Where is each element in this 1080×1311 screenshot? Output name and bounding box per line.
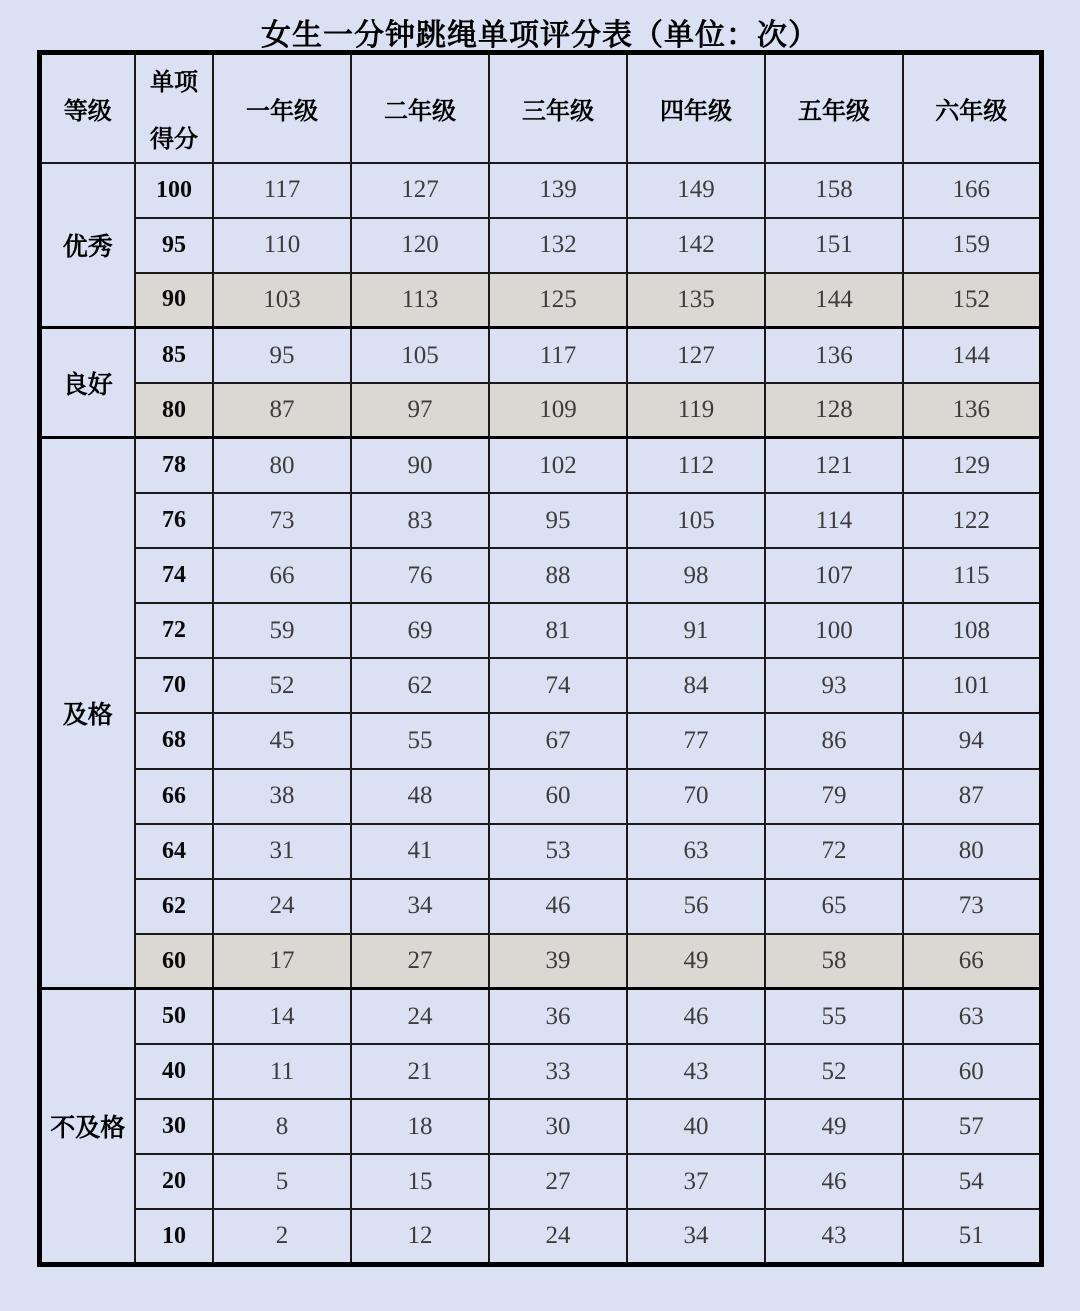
score-cell: 30 bbox=[135, 1099, 213, 1154]
score-cell: 90 bbox=[135, 273, 213, 328]
value-cell: 94 bbox=[903, 713, 1041, 768]
value-cell: 114 bbox=[765, 493, 903, 548]
value-cell: 69 bbox=[351, 603, 489, 658]
score-cell: 64 bbox=[135, 824, 213, 879]
value-cell: 90 bbox=[351, 438, 489, 493]
value-cell: 109 bbox=[489, 383, 627, 438]
table-row bbox=[39, 1209, 1041, 1264]
table-row bbox=[39, 163, 1041, 218]
score-cell: 85 bbox=[135, 328, 213, 383]
value-cell: 58 bbox=[765, 934, 903, 989]
value-cell: 14 bbox=[213, 989, 351, 1044]
header-score bbox=[135, 53, 213, 163]
value-cell: 46 bbox=[489, 879, 627, 934]
value-cell: 54 bbox=[903, 1154, 1041, 1209]
value-cell: 80 bbox=[903, 824, 1041, 879]
level-cell: 及格 bbox=[39, 438, 135, 989]
value-cell: 115 bbox=[903, 548, 1041, 603]
score-cell: 76 bbox=[135, 493, 213, 548]
value-cell: 63 bbox=[903, 989, 1041, 1044]
value-cell: 66 bbox=[903, 934, 1041, 989]
value-cell: 46 bbox=[627, 989, 765, 1044]
table-row bbox=[39, 824, 1041, 879]
table-row bbox=[39, 1099, 1041, 1154]
score-cell: 66 bbox=[135, 769, 213, 824]
table-row bbox=[39, 218, 1041, 273]
value-cell: 8 bbox=[213, 1099, 351, 1154]
value-cell: 77 bbox=[627, 713, 765, 768]
value-cell: 2 bbox=[213, 1209, 351, 1264]
value-cell: 51 bbox=[903, 1209, 1041, 1264]
value-cell: 60 bbox=[489, 769, 627, 824]
table-row bbox=[39, 1044, 1041, 1099]
value-cell: 122 bbox=[903, 493, 1041, 548]
value-cell: 98 bbox=[627, 548, 765, 603]
score-cell: 62 bbox=[135, 879, 213, 934]
value-cell: 62 bbox=[351, 658, 489, 713]
value-cell: 83 bbox=[351, 493, 489, 548]
value-cell: 12 bbox=[351, 1209, 489, 1264]
value-cell: 100 bbox=[765, 603, 903, 658]
value-cell: 18 bbox=[351, 1099, 489, 1154]
value-cell: 17 bbox=[213, 934, 351, 989]
table-row bbox=[39, 438, 1041, 493]
value-cell: 128 bbox=[765, 383, 903, 438]
value-cell: 166 bbox=[903, 163, 1041, 218]
header-score-stack bbox=[136, 62, 212, 154]
value-cell: 48 bbox=[351, 769, 489, 824]
value-cell: 159 bbox=[903, 218, 1041, 273]
value-cell: 38 bbox=[213, 769, 351, 824]
level-cell: 良好 bbox=[39, 328, 135, 438]
value-cell: 41 bbox=[351, 824, 489, 879]
value-cell: 76 bbox=[351, 548, 489, 603]
score-cell: 50 bbox=[135, 989, 213, 1044]
value-cell: 40 bbox=[627, 1099, 765, 1154]
header-grade-2: 二年级 bbox=[351, 53, 489, 163]
value-cell: 72 bbox=[765, 824, 903, 879]
value-cell: 67 bbox=[489, 713, 627, 768]
value-cell: 136 bbox=[903, 383, 1041, 438]
level-cell: 不及格 bbox=[39, 989, 135, 1264]
value-cell: 144 bbox=[903, 328, 1041, 383]
value-cell: 52 bbox=[213, 658, 351, 713]
value-cell: 70 bbox=[627, 769, 765, 824]
value-cell: 129 bbox=[903, 438, 1041, 493]
table-row bbox=[39, 934, 1041, 989]
value-cell: 101 bbox=[903, 658, 1041, 713]
score-cell: 100 bbox=[135, 163, 213, 218]
value-cell: 87 bbox=[903, 769, 1041, 824]
value-cell: 31 bbox=[213, 824, 351, 879]
value-cell: 97 bbox=[351, 383, 489, 438]
value-cell: 60 bbox=[903, 1044, 1041, 1099]
value-cell: 151 bbox=[765, 218, 903, 273]
header-grade-5: 五年级 bbox=[765, 53, 903, 163]
value-cell: 24 bbox=[489, 1209, 627, 1264]
value-cell: 93 bbox=[765, 658, 903, 713]
value-cell: 24 bbox=[213, 879, 351, 934]
score-cell: 68 bbox=[135, 713, 213, 768]
table-row bbox=[39, 879, 1041, 934]
value-cell: 152 bbox=[903, 273, 1041, 328]
value-cell: 108 bbox=[903, 603, 1041, 658]
table-row bbox=[39, 713, 1041, 768]
value-cell: 95 bbox=[489, 493, 627, 548]
table-row bbox=[39, 989, 1041, 1044]
value-cell: 43 bbox=[765, 1209, 903, 1264]
table-row bbox=[39, 273, 1041, 328]
value-cell: 110 bbox=[213, 218, 351, 273]
value-cell: 119 bbox=[627, 383, 765, 438]
level-cell: 优秀 bbox=[39, 163, 135, 328]
value-cell: 91 bbox=[627, 603, 765, 658]
table-row bbox=[39, 658, 1041, 713]
value-cell: 73 bbox=[903, 879, 1041, 934]
table-body bbox=[39, 163, 1041, 1265]
value-cell: 84 bbox=[627, 658, 765, 713]
value-cell: 105 bbox=[351, 328, 489, 383]
score-cell: 74 bbox=[135, 548, 213, 603]
value-cell: 132 bbox=[489, 218, 627, 273]
value-cell: 73 bbox=[213, 493, 351, 548]
score-cell: 20 bbox=[135, 1154, 213, 1209]
value-cell: 87 bbox=[213, 383, 351, 438]
value-cell: 142 bbox=[627, 218, 765, 273]
table-row bbox=[39, 603, 1041, 658]
score-cell: 72 bbox=[135, 603, 213, 658]
value-cell: 125 bbox=[489, 273, 627, 328]
score-cell: 40 bbox=[135, 1044, 213, 1099]
page-title: 女生一分钟跳绳单项评分表（单位：次） bbox=[261, 19, 819, 52]
header-grade-1: 一年级 bbox=[213, 53, 351, 163]
header-score-line2: 得分 bbox=[150, 126, 198, 154]
value-cell: 46 bbox=[765, 1154, 903, 1209]
score-cell: 60 bbox=[135, 934, 213, 989]
value-cell: 27 bbox=[351, 934, 489, 989]
table-row bbox=[39, 493, 1041, 548]
value-cell: 136 bbox=[765, 328, 903, 383]
value-cell: 24 bbox=[351, 989, 489, 1044]
value-cell: 15 bbox=[351, 1154, 489, 1209]
value-cell: 103 bbox=[213, 273, 351, 328]
value-cell: 127 bbox=[627, 328, 765, 383]
value-cell: 117 bbox=[213, 163, 351, 218]
value-cell: 139 bbox=[489, 163, 627, 218]
value-cell: 39 bbox=[489, 934, 627, 989]
value-cell: 149 bbox=[627, 163, 765, 218]
table-row bbox=[39, 383, 1041, 438]
value-cell: 45 bbox=[213, 713, 351, 768]
scoring-table bbox=[37, 50, 1044, 1267]
value-cell: 49 bbox=[627, 934, 765, 989]
score-cell: 80 bbox=[135, 383, 213, 438]
header-grade-3: 三年级 bbox=[489, 53, 627, 163]
table-row bbox=[39, 328, 1041, 383]
value-cell: 144 bbox=[765, 273, 903, 328]
value-cell: 95 bbox=[213, 328, 351, 383]
value-cell: 55 bbox=[765, 989, 903, 1044]
header-grade-6: 六年级 bbox=[903, 53, 1041, 163]
value-cell: 27 bbox=[489, 1154, 627, 1209]
value-cell: 55 bbox=[351, 713, 489, 768]
value-cell: 37 bbox=[627, 1154, 765, 1209]
table-row bbox=[39, 1154, 1041, 1209]
value-cell: 80 bbox=[213, 438, 351, 493]
value-cell: 66 bbox=[213, 548, 351, 603]
value-cell: 113 bbox=[351, 273, 489, 328]
value-cell: 127 bbox=[351, 163, 489, 218]
value-cell: 102 bbox=[489, 438, 627, 493]
value-cell: 74 bbox=[489, 658, 627, 713]
value-cell: 49 bbox=[765, 1099, 903, 1154]
value-cell: 105 bbox=[627, 493, 765, 548]
value-cell: 57 bbox=[903, 1099, 1041, 1154]
value-cell: 34 bbox=[351, 879, 489, 934]
value-cell: 65 bbox=[765, 879, 903, 934]
value-cell: 53 bbox=[489, 824, 627, 879]
table-row bbox=[39, 769, 1041, 824]
value-cell: 5 bbox=[213, 1154, 351, 1209]
value-cell: 52 bbox=[765, 1044, 903, 1099]
score-cell: 70 bbox=[135, 658, 213, 713]
value-cell: 36 bbox=[489, 989, 627, 1044]
value-cell: 43 bbox=[627, 1044, 765, 1099]
value-cell: 11 bbox=[213, 1044, 351, 1099]
value-cell: 30 bbox=[489, 1099, 627, 1154]
value-cell: 112 bbox=[627, 438, 765, 493]
value-cell: 121 bbox=[765, 438, 903, 493]
header-level: 等级 bbox=[39, 53, 135, 163]
score-cell: 10 bbox=[135, 1209, 213, 1264]
value-cell: 56 bbox=[627, 879, 765, 934]
header-score-line1: 单项 bbox=[150, 69, 198, 97]
value-cell: 86 bbox=[765, 713, 903, 768]
table-row bbox=[39, 548, 1041, 603]
value-cell: 117 bbox=[489, 328, 627, 383]
value-cell: 135 bbox=[627, 273, 765, 328]
value-cell: 79 bbox=[765, 769, 903, 824]
header-row bbox=[39, 53, 1041, 163]
value-cell: 88 bbox=[489, 548, 627, 603]
value-cell: 158 bbox=[765, 163, 903, 218]
value-cell: 34 bbox=[627, 1209, 765, 1264]
value-cell: 81 bbox=[489, 603, 627, 658]
value-cell: 21 bbox=[351, 1044, 489, 1099]
value-cell: 107 bbox=[765, 548, 903, 603]
score-cell: 78 bbox=[135, 438, 213, 493]
header-grade-4: 四年级 bbox=[627, 53, 765, 163]
value-cell: 63 bbox=[627, 824, 765, 879]
value-cell: 59 bbox=[213, 603, 351, 658]
value-cell: 33 bbox=[489, 1044, 627, 1099]
score-cell: 95 bbox=[135, 218, 213, 273]
value-cell: 120 bbox=[351, 218, 489, 273]
